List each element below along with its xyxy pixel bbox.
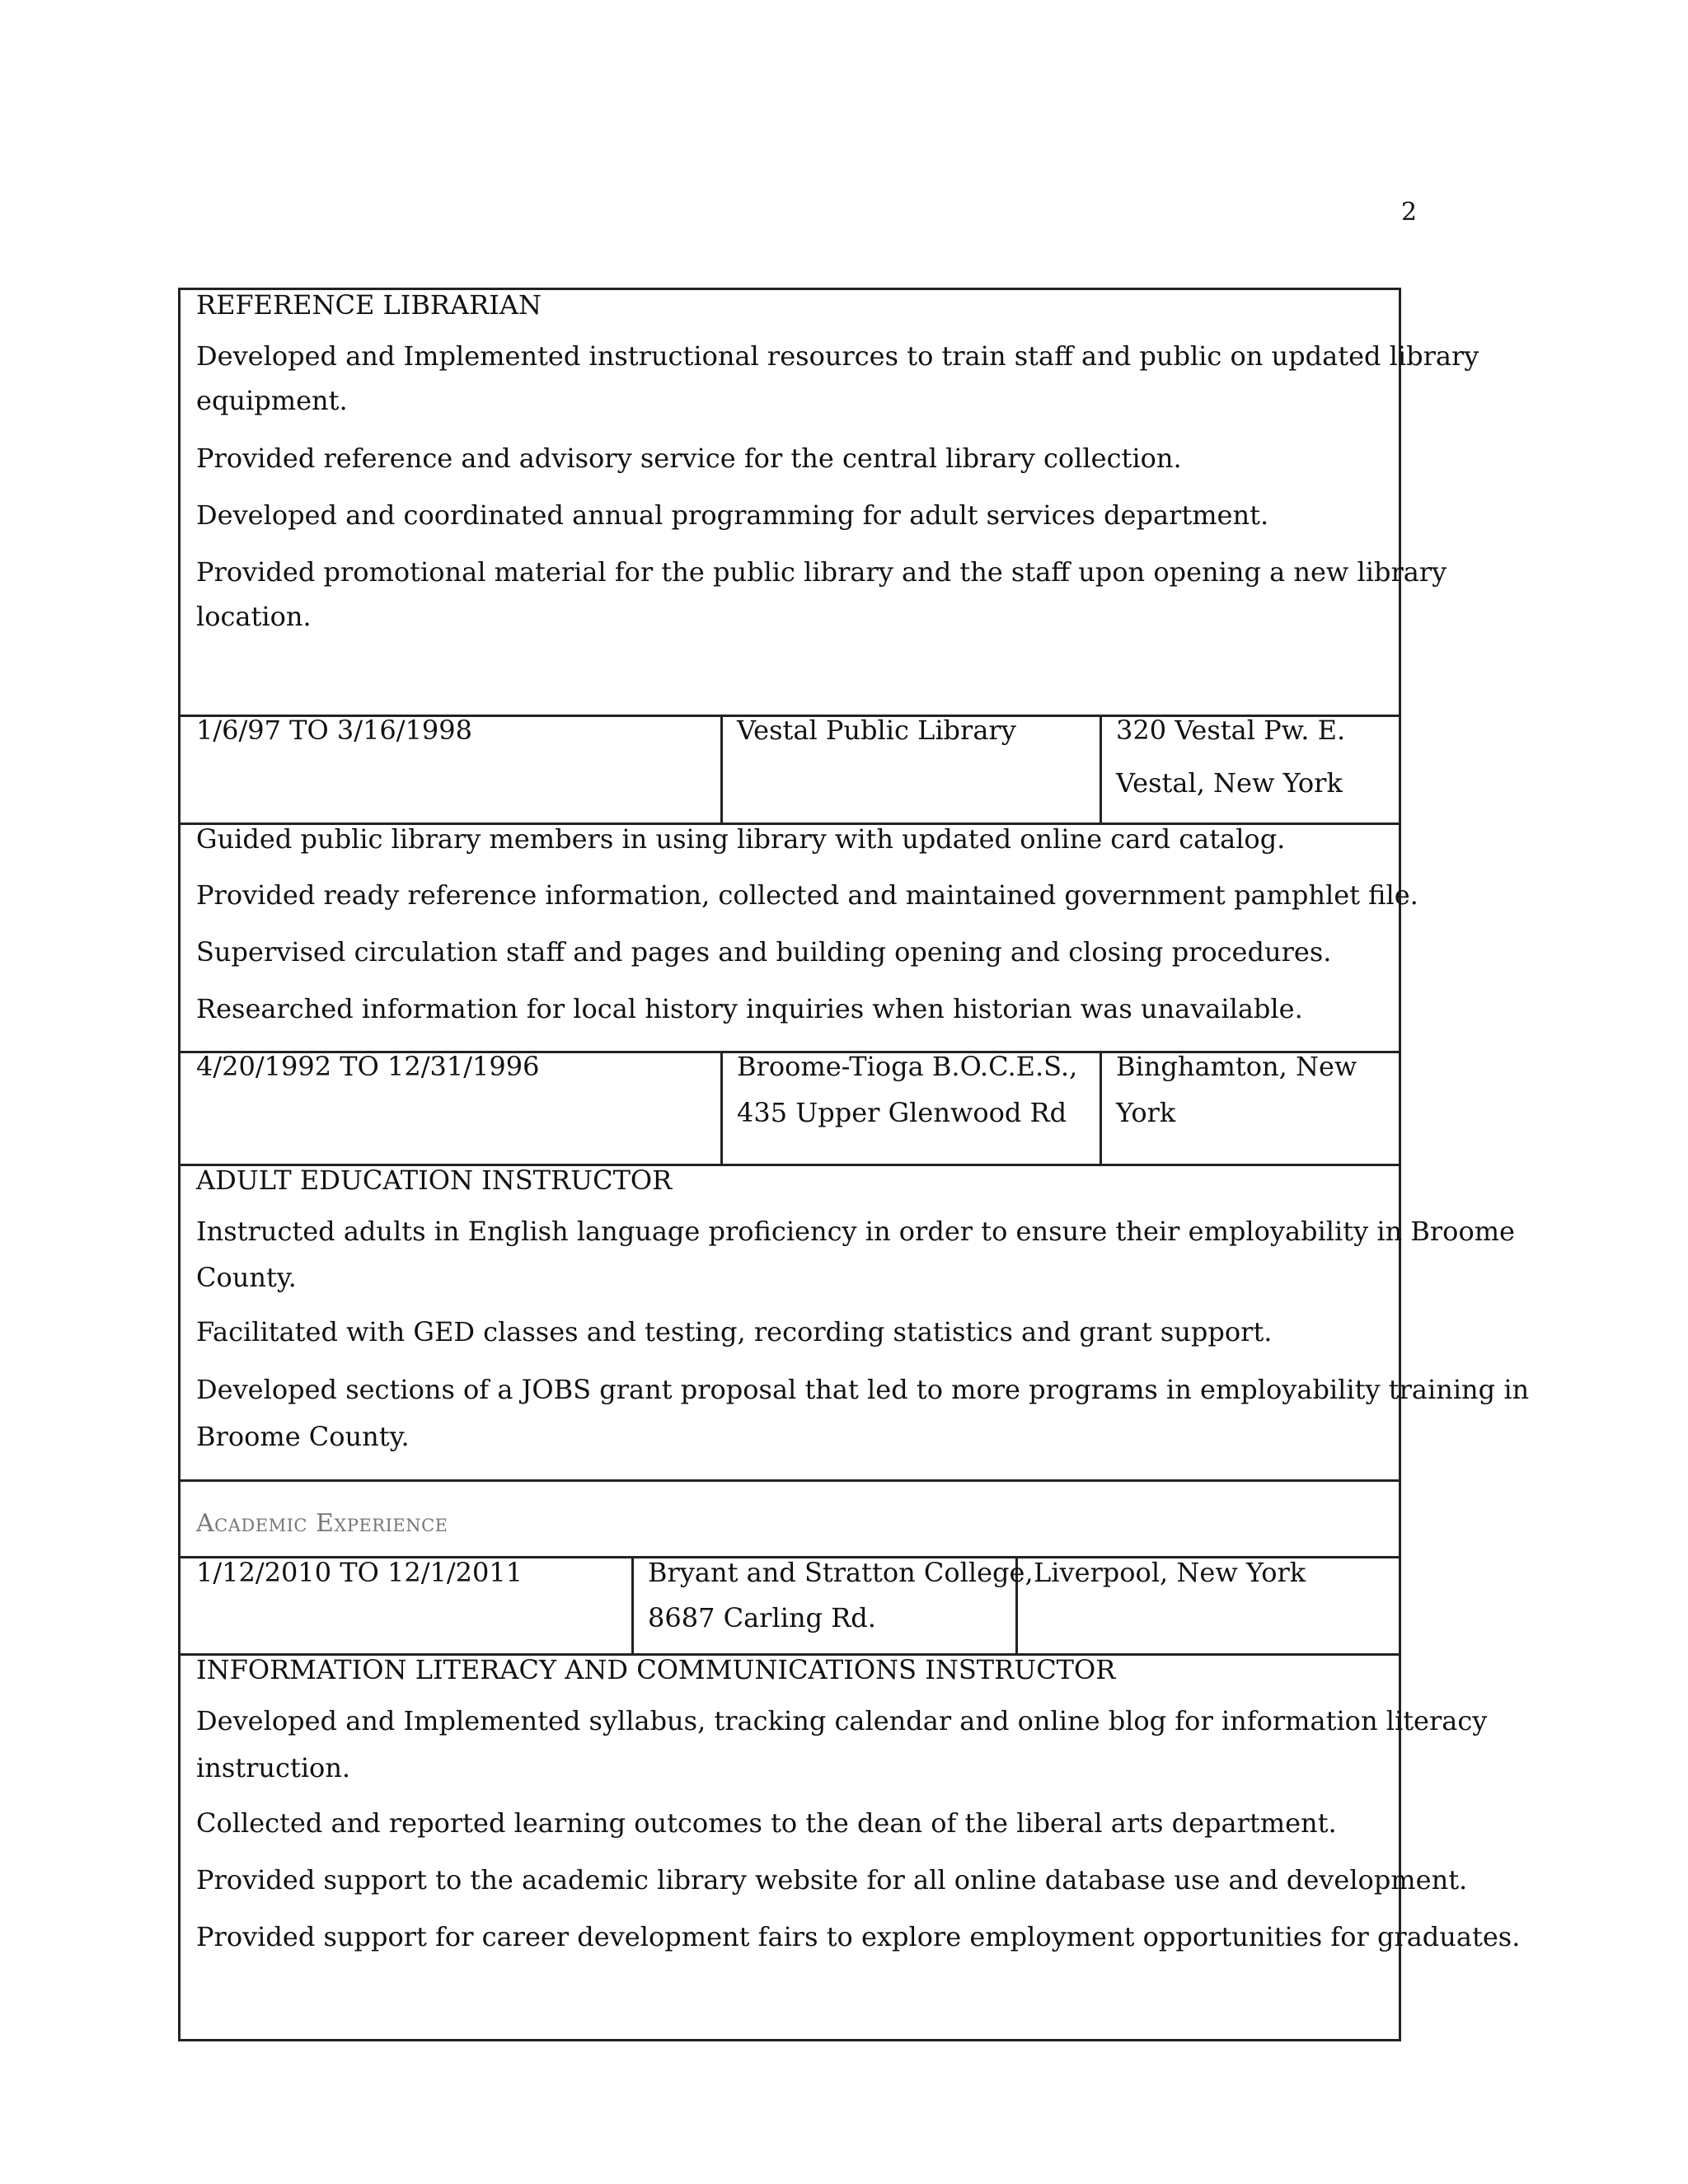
duty-line: Facilitated with GED classes and testing, recording statistics and grant support. (196, 1316, 1273, 1347)
duty-line: Broome County. (196, 1421, 410, 1452)
duty-line: County. (196, 1262, 297, 1293)
employer-address: 435 Upper Glenwood Rd (737, 1097, 1067, 1128)
duty-line: Supervised circulation staff and pages and building opening and closing procedures. (196, 936, 1332, 968)
employer-address: 320 Vestal Pw. E. (1116, 715, 1346, 746)
employer-name: Broome-Tioga B.O.C.E.S., (737, 1051, 1078, 1082)
duty-line: Provided support for career development fairs to explore employment opportunities for graduates. (196, 1921, 1521, 1952)
duty-line: instruction. (196, 1752, 351, 1783)
duty-line: Collected and reported learning outcomes to the dean of the liberal arts department. (196, 1807, 1337, 1839)
duty-line: Developed sections of a JOBS grant proposal that led to more programs in employability training in (196, 1374, 1530, 1405)
duty-line: Developed and Implemented syllabus, tracking calendar and online blog for information literacy (196, 1705, 1488, 1736)
column-divider (720, 1051, 723, 1166)
duty-line: Developed and Implemented instructional resources to train staff and public on updated library (196, 340, 1479, 372)
employer-location: Binghamton, New (1116, 1051, 1357, 1082)
page-number: 2 (1401, 198, 1418, 227)
job-dates: 1/6/97 TO 3/16/1998 (196, 715, 472, 746)
employer-location: York (1116, 1097, 1176, 1128)
duty-line: Provided promotional material for the public library and the staff upon opening a new library (196, 556, 1447, 588)
job-dates: 4/20/1992 TO 12/31/1996 (196, 1051, 540, 1082)
job-dates: 1/12/2010 TO 12/1/2011 (196, 1557, 523, 1588)
employer-location: Liverpool, New York (1034, 1557, 1306, 1588)
duty-line: location. (196, 601, 312, 632)
duty-line: Provided support to the academic library website for all online database use and development. (196, 1864, 1468, 1896)
column-divider (720, 715, 723, 825)
employer-address: 8687 Carling Rd. (648, 1602, 876, 1633)
duty-line: Guided public library members in using library with updated online card catalog. (196, 823, 1286, 855)
row-divider (178, 1479, 1401, 1482)
duty-line: Provided reference and advisory service for the central library collection. (196, 443, 1182, 474)
job-title: ADULT EDUCATION INSTRUCTOR (196, 1165, 673, 1196)
employer-name: Vestal Public Library (737, 715, 1016, 746)
duty-line: equipment. (196, 385, 348, 416)
duty-line: Researched information for local history inquiries when historian was unavailable. (196, 993, 1303, 1024)
employer-name: Bryant and Stratton College, (648, 1557, 1034, 1588)
duty-line: Provided ready reference information, collected and maintained government pamphlet file. (196, 879, 1418, 911)
column-divider (1100, 1051, 1102, 1166)
section-heading: Academic Experience (196, 1509, 448, 1538)
duty-line: Developed and coordinated annual programming for adult services department. (196, 499, 1269, 531)
column-divider (1100, 715, 1102, 825)
duty-line: Instructed adults in English language proficiency in order to ensure their employability in Broome (196, 1216, 1515, 1247)
column-divider (631, 1556, 634, 1656)
job-title: REFERENCE LIBRARIAN (196, 289, 542, 321)
employer-location: Vestal, New York (1116, 767, 1343, 799)
job-title: INFORMATION LITERACY AND COMMUNICATIONS INSTRUCTOR (196, 1654, 1116, 1685)
